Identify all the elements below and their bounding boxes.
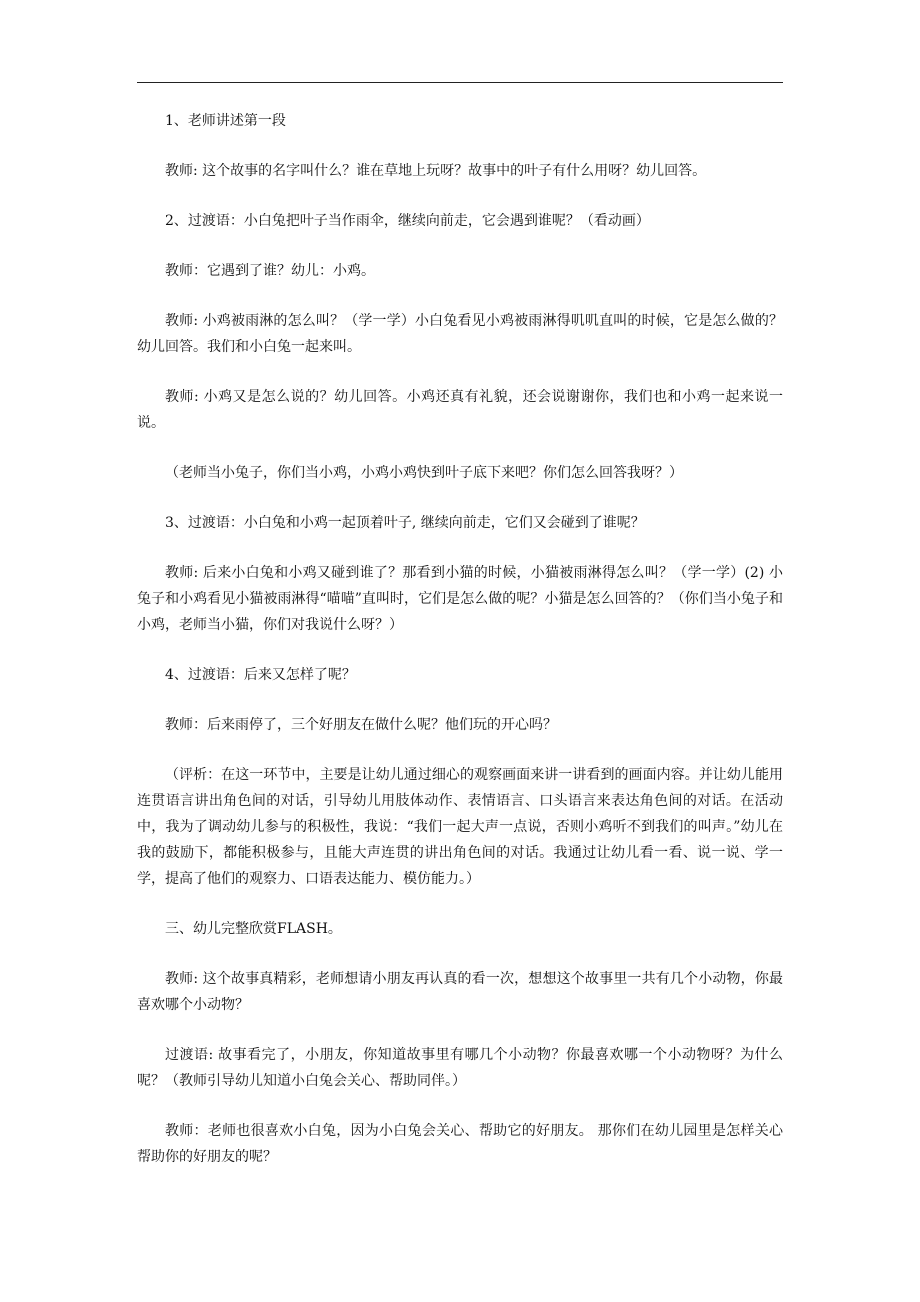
paragraph-teacher-chick: 教师：它遇到了谁？幼儿：小鸡。 (165, 263, 375, 279)
paragraph-section-three: 三、幼儿完整欣赏FLASH。 (165, 921, 342, 937)
paragraph-teacher-watch-again: 教师: 这个故事真精彩，老师想请小朋友再认真的看一次，想想这个故事里一共有几个小动物，你最喜欢哪个小动物？ (137, 971, 783, 1013)
document-body (137, 108, 783, 1194)
paragraph-transition-2: 2、过渡语：小白兔把叶子当作雨伞，继续向前走，它会遇到谁呢？（看动画） (165, 213, 650, 229)
paragraph-transition-3: 3、过渡语：小白兔和小鸡一起顶着叶子, 继续向前走，它们又会碰到了谁呢？ (165, 515, 645, 531)
paragraph-teacher-chick-call: 教师: 小鸡被雨淋的怎么叫？（学一学）小白兔看见小鸡被雨淋得叽叽直叫的时候，它是怎么做的？幼儿回答。我们和小白兔一起来叫。 (137, 313, 783, 355)
paragraph-transition-4: 4、过渡语：后来又怎样了呢？ (165, 667, 356, 683)
paragraph-teacher-rain-stopped: 教师：后来雨停了，三个好朋友在做什么呢？他们玩的开心吗？ (165, 717, 557, 733)
paragraph-section-1: 1、老师讲述第一段 (165, 113, 286, 129)
paragraph-teacher-question: 教师: 这个故事的名字叫什么？谁在草地上玩呀？故事中的叶子有什么用呀？幼儿回答。 (165, 163, 707, 179)
paragraph-roleplay: （老师当小兔子，你们当小鸡，小鸡小鸡快到叶子底下来吧？你们怎么回答我呀？） (165, 465, 683, 481)
paragraph-transition-story-end: 过渡语: 故事看完了，小朋友，你知道故事里有哪几个小动物？你最喜欢哪一个小动物呀？为什么呢？（教师引导幼儿知道小白兔会关心、帮助同伴。） (137, 1047, 783, 1089)
header-rule (137, 82, 783, 83)
paragraph-teacher-chick-say: 教师: 小鸡又是怎么说的？幼儿回答。小鸡还真有礼貌，还会说谢谢你，我们也和小鸡一起来说一说。 (137, 389, 783, 431)
paragraph-teacher-cat: 教师: 后来小白兔和小鸡又碰到谁了？那看到小猫的时候，小猫被雨淋得怎么叫？（学一学）(2) 小兔子和小鸡看见小猫被雨淋得“喵喵”直叫时，它们是怎么做的呢？小猫是怎么回答的？（你们当小兔子和小鸡，老师当小猫，你们对我说什么呀？） (137, 565, 783, 633)
paragraph-teacher-closing: 教师：老师也很喜欢小白兔，因为小白兔会关心、帮助它的好朋友。 那你们在幼儿园里是怎样关心帮助你的好朋友的呢？ (137, 1123, 783, 1165)
paragraph-commentary: （评析：在这一环节中，主要是让幼儿通过细心的观察画面来讲一讲看到的画面内容。并让幼儿能用连贯语言讲出角色间的对话，引导幼儿用肢体动作、表情语言、口头语言来表达角色间的对话。在活动中，我为了调动幼儿参与的积极性，我说：“我们一起大声一点说，否则小鸡听不到我们的叫声。”幼儿在我的鼓励下，都能积极参与，且能大声连贯的讲出角色间的对话。我通过让幼儿看一看、说一说、学一学，提高了他们的观察力、口语表达能力、模仿能力。） (137, 767, 783, 887)
